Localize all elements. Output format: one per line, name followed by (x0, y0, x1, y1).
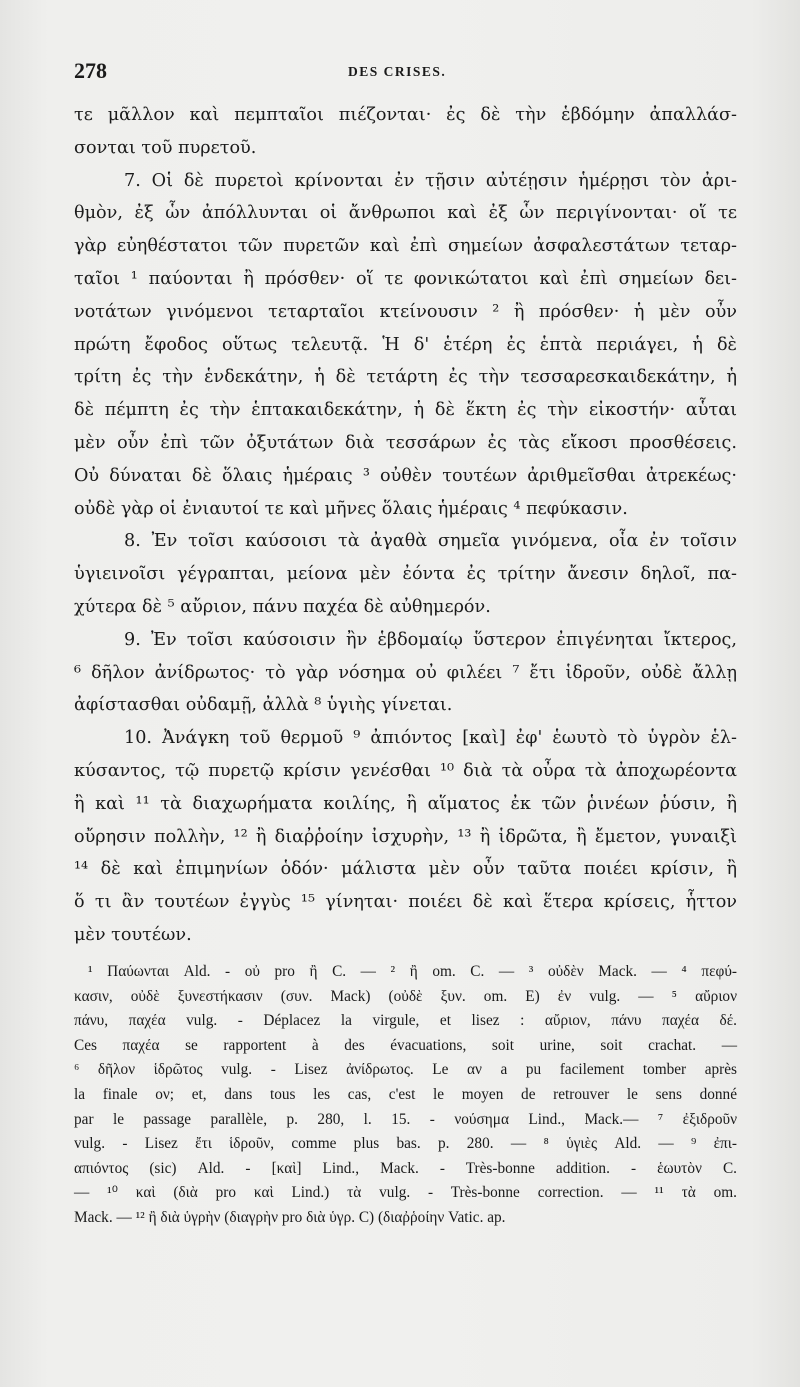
text-line: ἢ καὶ ¹¹ τὰ διαχωρήματα κοιλίης, ἢ αἵματος ἐκ τῶν ῥινέων ῥύσιν, ἢ (74, 793, 737, 814)
text-line: ὅ τι ἂν τουτέων ἐγγὺς ¹⁵ γίνηται· ποιέει δὲ καὶ ἕτερα κρίσεις, ἧττον (74, 892, 737, 913)
page-header (74, 58, 740, 88)
footnote-line: par le passage parallèle, p. 280, l. 15. - νούσημα Lind., Mack.— ⁷ ἐξιδροῦν (74, 1110, 737, 1128)
footnote-line: la finale ον; et, dans tous les cas, c'est le moyen de retrouver le sens donné (74, 1085, 737, 1103)
text-line: τρίτη ἐς τὴν ἑνδεκάτην, ἡ δὲ τετάρτη ἐς τὴν τεσσαρεσκαιδεκάτην, ἡ (74, 367, 737, 388)
running-title: DES CRISES. (348, 64, 447, 79)
text-line: πρώτη ἔφοδος οὕτως τελευτᾷ. Ἡ δ' ἑτέρη ἐς ἑπτὰ περιάγει, ἡ δὲ (74, 334, 737, 355)
text-line: δὲ πέμπτη ἐς τὴν ἑπτακαιδεκάτην, ἡ δὲ ἕκτη ἐς τὴν εἰκοστήν· αὗται (74, 400, 737, 421)
text-line: γὰρ εὐηθέστατοι τῶν πυρετῶν καὶ ἐπὶ σημείων ἀσφαλεστάτων τεταρ- (74, 236, 737, 257)
text-line: ταῖοι ¹ παύονται ἢ πρόσθεν· οἵ τε φονικώτατοι καὶ ἐπὶ σημείων δει- (74, 268, 737, 289)
text-line: χύτερα δὲ ⁵ αὔριον, πάνυ παχέα δὲ αὐθημερόν. (74, 596, 491, 617)
footnote-line: κασιν, οὐδὲ ξυνεστήκασιν (συν. Mack) (οὐδὲ ξυν. om. E) ἐν vulg. — ⁵ αὔριον (74, 987, 737, 1005)
text-line: ⁶ δῆλον ἀνίδρωτος· τὸ γὰρ νόσημα οὐ φιλέει ⁷ ἔτι ἱδροῦν, οὐδὲ ἄλλῃ (74, 662, 737, 683)
text-line: μὲν τουτέων. (74, 924, 192, 945)
footnote-line: Ces παχέα se rapportent à des évacuations, soit urine, soit crachat. — (74, 1036, 737, 1054)
footnotes (74, 960, 737, 1231)
footnote-line: ¹ Παύωνται Ald. - οὐ pro ἢ C. — ² ἢ om. C. — ³ οὐδὲν Mack. — ⁴ πεφύ- (88, 963, 737, 980)
text-line: οὐδὲ γὰρ οἱ ἐνιαυτοί τε καὶ μῆνες ὅλαις ἡμέραις ⁴ πεφύκασιν. (74, 498, 628, 519)
footnote-line: απιόντος (sic) Ald. - [καὶ] Lind., Mack. - Très-bonne addition. - ἑωυτὸν C. (74, 1159, 737, 1177)
section-8-start: 8. Ἐν τοῖσι καύσοισι τὰ ἀγαθὰ σημεῖα γινόμενα, οἷα ἐν τοῖσιν (124, 531, 737, 552)
text-line: τε μᾶλλον καὶ πεμπταῖοι πιέζονται· ἐς δὲ τὴν ἑβδόμην ἀπαλλάσ- (74, 105, 737, 125)
footnote-line: vulg. - Lisez ἔτι ἱδροῦν, comme plus bas. p. 280. — ⁸ ὑγιὲς Ald. — ⁹ ἐπι- (74, 1135, 737, 1153)
text-line: ¹⁴ δὲ καὶ ἐπιμηνίων ὁδόν· μάλιστα μὲν οὖν ταῦτα ποιέει κρίσιν, ἢ (74, 859, 737, 880)
text-line: μὲν οὖν ἐπὶ τῶν ὀξυτάτων διὰ τεσσάρων ἐς τὰς εἴκοσι προσθέσεις. (74, 432, 737, 453)
section-9-start: 9. Ἐν τοῖσι καύσοισιν ἢν ἑβδομαίῳ ὕστερον ἐπιγένηται ἴκτερος, (124, 629, 737, 650)
text-line: σονται τοῦ πυρετοῦ. (74, 137, 257, 158)
footnote-line: πάνυ, παχέα vulg. - Déplacez la virgule, et lisez : αὔριον, πάνυ παχέα δέ. (74, 1012, 737, 1030)
footnote-line: ⁶ δῆλον ἱδρῶτος vulg. - Lisez ἀνίδρωτος. Le αν a pu facilement tomber après (74, 1061, 737, 1079)
text-line: κύσαντος, τῷ πυρετῷ κρίσιν γενέσθαι ¹⁰ διὰ τὰ οὖρα τὰ ἀποχωρέοντα (74, 760, 737, 781)
text-line: Οὐ δύναται δὲ ὅλαις ἡμέραις ³ οὐθὲν τουτέων ἀριθμεῖσθαι ἀτρεκέως· (74, 465, 737, 486)
text-line: ὑγιεινοῖσι γέγραπται, μείονα μὲν ἐόντα ἐς τρίτην ἄνεσιν δηλοῖ, πα- (74, 564, 737, 585)
text-line: νοτάτων γινόμενοι τεταρταῖοι κτείνουσιν ² ἢ πρόσθεν· ἡ μὲν οὖν (74, 301, 737, 322)
section-7-start: 7. Οἱ δὲ πυρετοὶ κρίνονται ἐν τῇσιν αὐτέῃσιν ἡμέρῃσι τὸν ἀρι- (124, 170, 737, 191)
main-text (74, 99, 737, 952)
text-line: ἀφίστασθαι οὐδαμῇ, ἀλλὰ ⁸ ὑγιὴς γίνεται. (74, 695, 453, 716)
footnote-line: — ¹⁰ καὶ (διὰ pro καὶ Lind.) τὰ vulg. - Très-bonne correction. — ¹¹ τὰ om. (74, 1184, 737, 1202)
section-10-start: 10. Ἀνάγκη τοῦ θερμοῦ ⁹ ἀπιόντος [καὶ] ἐφ' ἑωυτὸ τὸ ὑγρὸν ἑλ- (124, 728, 737, 749)
footnote-line: Mack. — ¹² ἢ διὰ ὑγρὴν (διαγρὴν pro διὰ ὑγρ. C) (διαῤῥοίην Vatic. ap. (74, 1208, 506, 1226)
page-number: 278 (74, 58, 107, 83)
text-line: οὔρησιν πολλὴν, ¹² ἢ διαῤῥοίην ἰσχυρὴν, ¹³ ἢ ἱδρῶτα, ἢ ἔμετον, γυναιξὶ (74, 826, 737, 847)
text-line: θμὸν, ἐξ ὧν ἀπόλλυνται οἱ ἄνθρωποι καὶ ἐξ ὧν περιγίνονται· οἵ τε (74, 203, 737, 224)
